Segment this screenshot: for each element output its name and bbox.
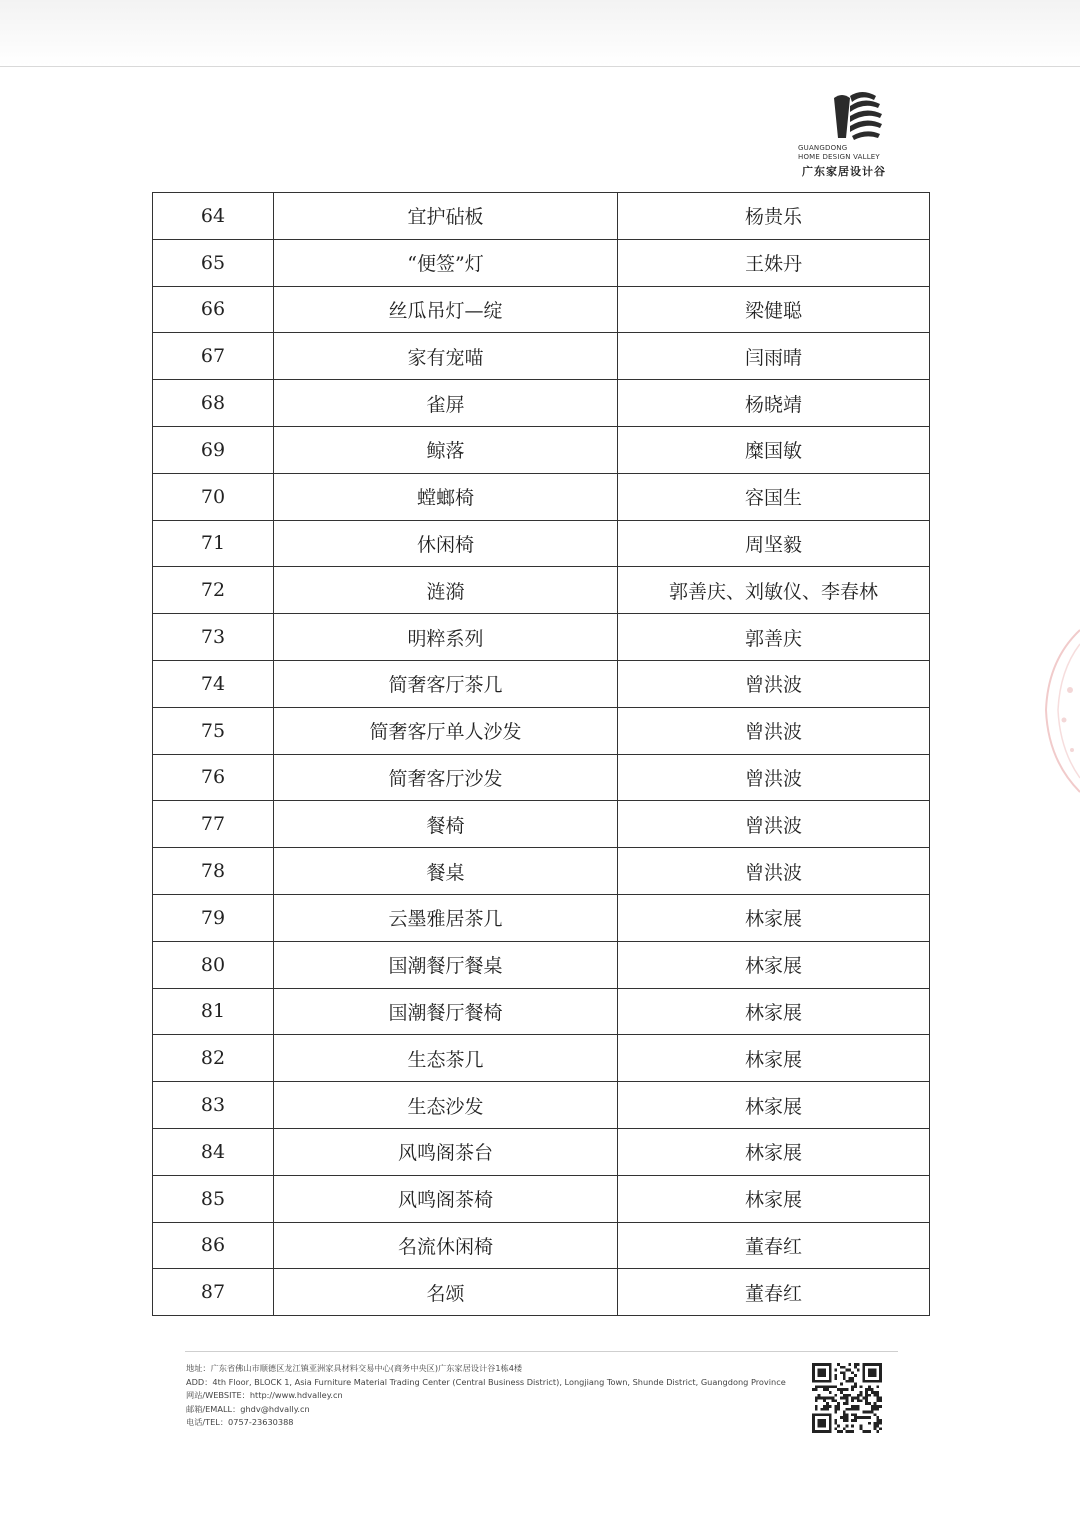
- table-row: [153, 988, 930, 1035]
- author-name: 梁健聪: [618, 286, 930, 333]
- work-name: 螳螂椅: [274, 473, 618, 520]
- work-name: 鲸落: [274, 426, 618, 473]
- author-name: 林家展: [618, 1035, 930, 1082]
- table-row: [153, 848, 930, 895]
- work-name: 国潮餐厅餐桌: [274, 941, 618, 988]
- work-name: 名颂: [274, 1269, 618, 1316]
- award-list-table: [152, 192, 930, 1316]
- table-row: [153, 239, 930, 286]
- table-row: [153, 380, 930, 427]
- logo-text-en-1: GUANGDONG: [798, 144, 848, 152]
- author-name: 郭善庆、刘敏仪、李春林: [618, 567, 930, 614]
- work-name: “便签”灯: [274, 239, 618, 286]
- author-name: 容国生: [618, 473, 930, 520]
- row-number: 75: [153, 707, 274, 754]
- row-number: 71: [153, 520, 274, 567]
- table-row: [153, 1128, 930, 1175]
- author-name: 闫雨晴: [618, 333, 930, 380]
- author-name: 王姝丹: [618, 239, 930, 286]
- author-name: 董春红: [618, 1269, 930, 1316]
- footer-email: 邮箱/EMALL：ghdv@hdvally.cn: [186, 1403, 310, 1414]
- table-row: [153, 1035, 930, 1082]
- row-number: 69: [153, 426, 274, 473]
- table-row: [153, 707, 930, 754]
- author-name: 林家展: [618, 1082, 930, 1129]
- work-name: 明粹系列: [274, 614, 618, 661]
- row-number: 74: [153, 660, 274, 707]
- author-name: 曾洪波: [618, 707, 930, 754]
- work-name: 餐桌: [274, 848, 618, 895]
- footer-tel: 电话/TEL：0757-23630388: [186, 1417, 294, 1428]
- table-row: [153, 801, 930, 848]
- author-name: 董春红: [618, 1222, 930, 1269]
- table-row: [153, 754, 930, 801]
- work-name: 名流休闲椅: [274, 1222, 618, 1269]
- work-name: 家有宠喵: [274, 333, 618, 380]
- author-name: 杨晓靖: [618, 380, 930, 427]
- table-row: [153, 1222, 930, 1269]
- work-name: 丝瓜吊灯—绽: [274, 286, 618, 333]
- work-name: 宜护砧板: [274, 193, 618, 240]
- red-seal-stamp-fragment: [1040, 620, 1080, 800]
- row-number: 70: [153, 473, 274, 520]
- table-row: [153, 941, 930, 988]
- row-number: 78: [153, 848, 274, 895]
- logo-text-en-2: HOME DESIGN VALLEY: [798, 153, 880, 161]
- work-name: 休闲椅: [274, 520, 618, 567]
- work-name: 生态茶几: [274, 1035, 618, 1082]
- author-name: 曾洪波: [618, 754, 930, 801]
- zebra-stripes-logo-icon: [828, 90, 884, 140]
- work-name: 雀屏: [274, 380, 618, 427]
- row-number: 87: [153, 1269, 274, 1316]
- row-number: 66: [153, 286, 274, 333]
- scan-top-shadow: [0, 0, 1080, 66]
- row-number: 67: [153, 333, 274, 380]
- table-row: [153, 193, 930, 240]
- table-row: [153, 520, 930, 567]
- table-row: [153, 614, 930, 661]
- row-number: 64: [153, 193, 274, 240]
- table-row: [153, 894, 930, 941]
- table-row: [153, 1175, 930, 1222]
- author-name: 林家展: [618, 894, 930, 941]
- logo: [798, 90, 892, 178]
- row-number: 68: [153, 380, 274, 427]
- row-number: 72: [153, 567, 274, 614]
- table-row: [153, 567, 930, 614]
- row-number: 76: [153, 754, 274, 801]
- author-name: 郭善庆: [618, 614, 930, 661]
- author-name: 周坚毅: [618, 520, 930, 567]
- row-number: 80: [153, 941, 274, 988]
- author-name: 曾洪波: [618, 660, 930, 707]
- footer-address-zh: 地址：广东省佛山市顺德区龙江镇亚洲家具材料交易中心(商务中央区)广东家居设计谷1栋4楼: [186, 1363, 523, 1373]
- row-number: 84: [153, 1128, 274, 1175]
- row-number: 81: [153, 988, 274, 1035]
- footer-divider: [185, 1351, 898, 1352]
- row-number: 82: [153, 1035, 274, 1082]
- footer-address-en: ADD：4th Floor, BLOCK 1, Asia Furniture Material Trading Center (Central Business District), Longjiang Town, Shunde District, Guangdong Province: [186, 1376, 786, 1387]
- work-name: 简奢客厅单人沙发: [274, 707, 618, 754]
- author-name: 林家展: [618, 988, 930, 1035]
- table-row: [153, 333, 930, 380]
- page-edge-line: [0, 66, 1080, 67]
- row-number: 73: [153, 614, 274, 661]
- row-number: 65: [153, 239, 274, 286]
- work-name: 国潮餐厅餐椅: [274, 988, 618, 1035]
- row-number: 79: [153, 894, 274, 941]
- work-name: 云墨雅居茶几: [274, 894, 618, 941]
- table-row: [153, 1269, 930, 1316]
- table-row: [153, 426, 930, 473]
- author-name: 杨贵乐: [618, 193, 930, 240]
- author-name: 曾洪波: [618, 848, 930, 895]
- row-number: 86: [153, 1222, 274, 1269]
- work-name: 风鸣阁茶椅: [274, 1175, 618, 1222]
- work-name: 风鸣阁茶台: [274, 1128, 618, 1175]
- author-name: 林家展: [618, 1128, 930, 1175]
- qr-code-icon: [812, 1363, 882, 1433]
- table-row: [153, 473, 930, 520]
- work-name: 涟漪: [274, 567, 618, 614]
- row-number: 85: [153, 1175, 274, 1222]
- row-number: 77: [153, 801, 274, 848]
- work-name: 简奢客厅沙发: [274, 754, 618, 801]
- author-name: 林家展: [618, 1175, 930, 1222]
- award-list-body: [153, 193, 930, 1316]
- row-number: 83: [153, 1082, 274, 1129]
- author-name: 林家展: [618, 941, 930, 988]
- logo-text-zh: 广东家居设计谷: [802, 165, 886, 178]
- work-name: 餐椅: [274, 801, 618, 848]
- author-name: 曾洪波: [618, 801, 930, 848]
- author-name: 糜国敏: [618, 426, 930, 473]
- footer-contact: [186, 1362, 786, 1430]
- footer-website: 网站/WEBSITE：http://www.hdvalley.cn: [186, 1390, 343, 1401]
- table-row: [153, 286, 930, 333]
- table-row: [153, 1082, 930, 1129]
- work-name: 生态沙发: [274, 1082, 618, 1129]
- table-row: [153, 660, 930, 707]
- work-name: 简奢客厅茶几: [274, 660, 618, 707]
